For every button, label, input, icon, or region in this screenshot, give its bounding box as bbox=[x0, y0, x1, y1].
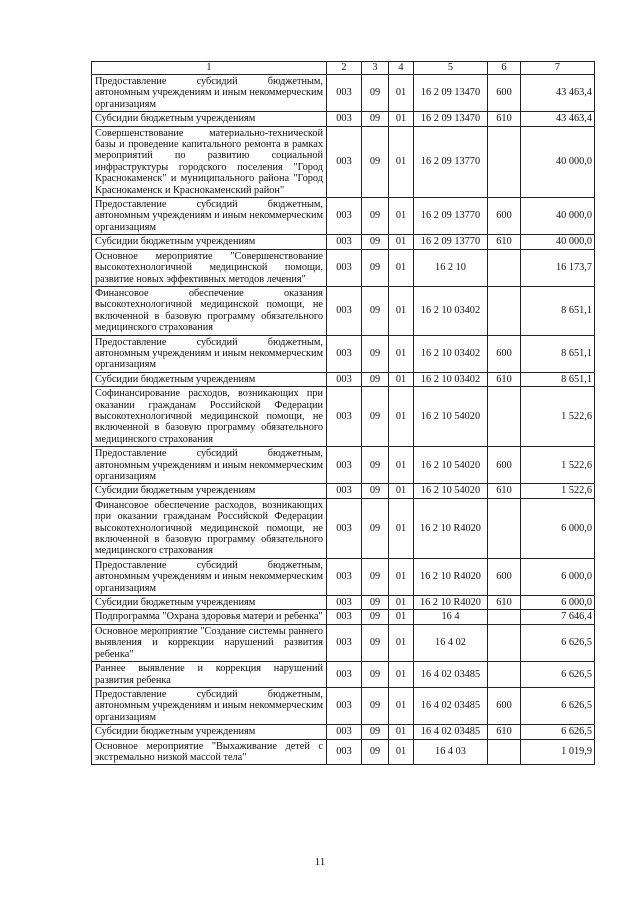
table-row bbox=[92, 662, 595, 688]
subsection-code-cell: 01 bbox=[389, 558, 414, 595]
subsection-code-cell: 01 bbox=[389, 484, 414, 498]
section-code-cell: 09 bbox=[362, 286, 389, 335]
section-code-cell: 09 bbox=[362, 662, 389, 688]
subsection-code-cell: 01 bbox=[389, 126, 414, 197]
expense-type-cell: 600 bbox=[488, 335, 521, 372]
amount-cell: 43 463,4 bbox=[521, 75, 595, 112]
admin-code-cell: 003 bbox=[327, 610, 362, 624]
table-row bbox=[92, 112, 595, 126]
expense-type-cell bbox=[488, 387, 521, 447]
section-code-cell: 09 bbox=[362, 447, 389, 484]
column-header: 7 bbox=[521, 62, 595, 75]
subsection-code-cell: 01 bbox=[389, 235, 414, 249]
subsection-code-cell: 01 bbox=[389, 662, 414, 688]
subsection-code-cell: 01 bbox=[389, 739, 414, 765]
column-header: 3 bbox=[362, 62, 389, 75]
row-name-cell: Совершенствование материально-технической базы и проведение капитального ремонта в рамках мероприятий по развитию социальной инфраструктуры городского поселения "Город Краснокаменск" и муниципального района "Город Краснокаменск и Краснокаменский район" bbox=[92, 126, 327, 197]
amount-cell: 1 522,6 bbox=[521, 484, 595, 498]
expense-type-cell bbox=[488, 126, 521, 197]
row-name-cell: Основное мероприятие "Совершенствование высокотехнологичной медицинской помощи, развитие новых эффективных методов лечения" bbox=[92, 249, 327, 286]
table-row bbox=[92, 725, 595, 739]
expense-type-cell: 610 bbox=[488, 235, 521, 249]
amount-cell: 6 626,5 bbox=[521, 662, 595, 688]
expense-type-cell bbox=[488, 610, 521, 624]
amount-cell: 6 000,0 bbox=[521, 596, 595, 610]
amount-cell: 8 651,1 bbox=[521, 335, 595, 372]
table-row bbox=[92, 596, 595, 610]
table-row bbox=[92, 558, 595, 595]
section-code-cell: 09 bbox=[362, 75, 389, 112]
target-article-cell: 16 2 09 13770 bbox=[414, 126, 488, 197]
table-row bbox=[92, 447, 595, 484]
target-article-cell: 16 2 10 R4020 bbox=[414, 596, 488, 610]
section-code-cell: 09 bbox=[362, 558, 389, 595]
row-name-cell: Субсидии бюджетным учреждениям bbox=[92, 596, 327, 610]
section-code-cell: 09 bbox=[362, 498, 389, 558]
row-name-cell: Субсидии бюджетным учреждениям bbox=[92, 725, 327, 739]
target-article-cell: 16 2 09 13470 bbox=[414, 112, 488, 126]
row-name-cell: Предоставление субсидий бюджетным, автономным учреждениям и иным некоммерческим организациям bbox=[92, 198, 327, 235]
expense-type-cell: 610 bbox=[488, 372, 521, 386]
subsection-code-cell: 01 bbox=[389, 75, 414, 112]
subsection-code-cell: 01 bbox=[389, 335, 414, 372]
target-article-cell: 16 2 10 54020 bbox=[414, 447, 488, 484]
amount-cell: 6 000,0 bbox=[521, 498, 595, 558]
table-row bbox=[92, 739, 595, 765]
admin-code-cell: 003 bbox=[327, 739, 362, 765]
table-row bbox=[92, 198, 595, 235]
expense-type-cell: 610 bbox=[488, 484, 521, 498]
row-name-cell: Финансовое обеспечение оказания высокотехнологичной медицинской помощи, не включенной в базовую программу обязательного медицинского страхования bbox=[92, 286, 327, 335]
section-code-cell: 09 bbox=[362, 610, 389, 624]
amount-cell: 1 019,9 bbox=[521, 739, 595, 765]
expense-type-cell: 610 bbox=[488, 725, 521, 739]
subsection-code-cell: 01 bbox=[389, 387, 414, 447]
target-article-cell: 16 2 10 R4020 bbox=[414, 498, 488, 558]
expense-type-cell bbox=[488, 498, 521, 558]
expense-type-cell bbox=[488, 662, 521, 688]
amount-cell: 6 626,5 bbox=[521, 687, 595, 724]
target-article-cell: 16 4 03 bbox=[414, 739, 488, 765]
budget-table bbox=[91, 61, 595, 765]
section-code-cell: 09 bbox=[362, 739, 389, 765]
row-name-cell: Субсидии бюджетным учреждениям bbox=[92, 235, 327, 249]
row-name-cell: Предоставление субсидий бюджетным, автономным учреждениям и иным некоммерческим организациям bbox=[92, 687, 327, 724]
expense-type-cell: 610 bbox=[488, 112, 521, 126]
expense-type-cell bbox=[488, 624, 521, 661]
target-article-cell: 16 2 10 R4020 bbox=[414, 558, 488, 595]
amount-cell: 7 646,4 bbox=[521, 610, 595, 624]
target-article-cell: 16 2 10 03402 bbox=[414, 335, 488, 372]
table-row bbox=[92, 387, 595, 447]
admin-code-cell: 003 bbox=[327, 249, 362, 286]
target-article-cell: 16 2 10 54020 bbox=[414, 484, 488, 498]
amount-cell: 6 626,5 bbox=[521, 725, 595, 739]
admin-code-cell: 003 bbox=[327, 447, 362, 484]
table-row bbox=[92, 498, 595, 558]
admin-code-cell: 003 bbox=[327, 112, 362, 126]
subsection-code-cell: 01 bbox=[389, 498, 414, 558]
table-row bbox=[92, 687, 595, 724]
target-article-cell: 16 2 09 13770 bbox=[414, 198, 488, 235]
section-code-cell: 09 bbox=[362, 725, 389, 739]
row-name-cell: Предоставление субсидий бюджетным, автономным учреждениям и иным некоммерческим организациям bbox=[92, 447, 327, 484]
admin-code-cell: 003 bbox=[327, 484, 362, 498]
table-row bbox=[92, 235, 595, 249]
expense-type-cell: 600 bbox=[488, 75, 521, 112]
target-article-cell: 16 4 02 03485 bbox=[414, 725, 488, 739]
column-header: 4 bbox=[389, 62, 414, 75]
row-name-cell: Предоставление субсидий бюджетным, автономным учреждениям и иным некоммерческим организациям bbox=[92, 75, 327, 112]
expense-type-cell: 600 bbox=[488, 447, 521, 484]
column-header: 5 bbox=[414, 62, 488, 75]
amount-cell: 6 626,5 bbox=[521, 624, 595, 661]
table-row bbox=[92, 484, 595, 498]
admin-code-cell: 003 bbox=[327, 624, 362, 661]
amount-cell: 8 651,1 bbox=[521, 372, 595, 386]
section-code-cell: 09 bbox=[362, 112, 389, 126]
target-article-cell: 16 4 02 03485 bbox=[414, 687, 488, 724]
table-body bbox=[92, 62, 595, 765]
target-article-cell: 16 4 02 03485 bbox=[414, 662, 488, 688]
row-name-cell: Раннее выявление и коррекция нарушений развития ребенка bbox=[92, 662, 327, 688]
page-number: 11 bbox=[314, 856, 326, 868]
row-name-cell: Основное мероприятие "Создание системы раннего выявления и коррекции нарушений развития ребенка" bbox=[92, 624, 327, 661]
table-row bbox=[92, 610, 595, 624]
section-code-cell: 09 bbox=[362, 372, 389, 386]
row-name-cell: Предоставление субсидий бюджетным, автономным учреждениям и иным некоммерческим организациям bbox=[92, 335, 327, 372]
section-code-cell: 09 bbox=[362, 484, 389, 498]
subsection-code-cell: 01 bbox=[389, 198, 414, 235]
admin-code-cell: 003 bbox=[327, 372, 362, 386]
subsection-code-cell: 01 bbox=[389, 112, 414, 126]
subsection-code-cell: 01 bbox=[389, 624, 414, 661]
amount-cell: 8 651,1 bbox=[521, 286, 595, 335]
row-name-cell: Подпрограмма "Охрана здоровья матери и ребенка" bbox=[92, 610, 327, 624]
target-article-cell: 16 2 10 54020 bbox=[414, 387, 488, 447]
subsection-code-cell: 01 bbox=[389, 725, 414, 739]
target-article-cell: 16 2 09 13470 bbox=[414, 75, 488, 112]
target-article-cell: 16 2 10 03402 bbox=[414, 372, 488, 386]
row-name-cell: Субсидии бюджетным учреждениям bbox=[92, 484, 327, 498]
subsection-code-cell: 01 bbox=[389, 447, 414, 484]
section-code-cell: 09 bbox=[362, 198, 389, 235]
admin-code-cell: 003 bbox=[327, 198, 362, 235]
row-name-cell: Софинансирование расходов, возникающих при оказании гражданам Российской Федерации высокотехнологичной медицинской помощи, не включенной в базовую программу обязательного медицинского страхования bbox=[92, 387, 327, 447]
expense-type-cell: 610 bbox=[488, 596, 521, 610]
subsection-code-cell: 01 bbox=[389, 372, 414, 386]
amount-cell: 6 000,0 bbox=[521, 558, 595, 595]
amount-cell: 40 000,0 bbox=[521, 235, 595, 249]
admin-code-cell: 003 bbox=[327, 75, 362, 112]
admin-code-cell: 003 bbox=[327, 725, 362, 739]
section-code-cell: 09 bbox=[362, 335, 389, 372]
admin-code-cell: 003 bbox=[327, 596, 362, 610]
admin-code-cell: 003 bbox=[327, 558, 362, 595]
amount-cell: 1 522,6 bbox=[521, 447, 595, 484]
table-row bbox=[92, 75, 595, 112]
column-header: 1 bbox=[92, 62, 327, 75]
subsection-code-cell: 01 bbox=[389, 610, 414, 624]
expense-type-cell: 600 bbox=[488, 558, 521, 595]
target-article-cell: 16 4 bbox=[414, 610, 488, 624]
admin-code-cell: 003 bbox=[327, 335, 362, 372]
amount-cell: 1 522,6 bbox=[521, 387, 595, 447]
section-code-cell: 09 bbox=[362, 624, 389, 661]
subsection-code-cell: 01 bbox=[389, 596, 414, 610]
table-header-row bbox=[92, 62, 595, 75]
table-row bbox=[92, 126, 595, 197]
expense-type-cell bbox=[488, 249, 521, 286]
table-row bbox=[92, 372, 595, 386]
amount-cell: 40 000,0 bbox=[521, 126, 595, 197]
table-row bbox=[92, 335, 595, 372]
section-code-cell: 09 bbox=[362, 387, 389, 447]
expense-type-cell bbox=[488, 286, 521, 335]
admin-code-cell: 003 bbox=[327, 498, 362, 558]
row-name-cell: Финансовое обеспечение расходов, возникающих при оказании гражданам Российской Федерации высокотехнологичной медицинской помощи, не включенной в базовую программу обязательного медицинского страхования bbox=[92, 498, 327, 558]
row-name-cell: Предоставление субсидий бюджетным, автономным учреждениям и иным некоммерческим организациям bbox=[92, 558, 327, 595]
column-header: 6 bbox=[488, 62, 521, 75]
target-article-cell: 16 2 10 bbox=[414, 249, 488, 286]
expense-type-cell bbox=[488, 739, 521, 765]
subsection-code-cell: 01 bbox=[389, 687, 414, 724]
subsection-code-cell: 01 bbox=[389, 286, 414, 335]
table-row bbox=[92, 249, 595, 286]
target-article-cell: 16 2 10 03402 bbox=[414, 286, 488, 335]
subsection-code-cell: 01 bbox=[389, 249, 414, 286]
amount-cell: 40 000,0 bbox=[521, 198, 595, 235]
row-name-cell: Субсидии бюджетным учреждениям bbox=[92, 372, 327, 386]
expense-type-cell: 600 bbox=[488, 198, 521, 235]
target-article-cell: 16 2 09 13770 bbox=[414, 235, 488, 249]
expense-type-cell: 600 bbox=[488, 687, 521, 724]
section-code-cell: 09 bbox=[362, 687, 389, 724]
row-name-cell: Субсидии бюджетным учреждениям bbox=[92, 112, 327, 126]
amount-cell: 16 173,7 bbox=[521, 249, 595, 286]
table-row bbox=[92, 624, 595, 661]
admin-code-cell: 003 bbox=[327, 687, 362, 724]
column-header: 2 bbox=[327, 62, 362, 75]
admin-code-cell: 003 bbox=[327, 235, 362, 249]
target-article-cell: 16 4 02 bbox=[414, 624, 488, 661]
section-code-cell: 09 bbox=[362, 249, 389, 286]
row-name-cell: Основное мероприятие "Выхаживание детей с экстремально низкой массой тела" bbox=[92, 739, 327, 765]
amount-cell: 43 463,4 bbox=[521, 112, 595, 126]
table-row bbox=[92, 286, 595, 335]
section-code-cell: 09 bbox=[362, 126, 389, 197]
admin-code-cell: 003 bbox=[327, 387, 362, 447]
admin-code-cell: 003 bbox=[327, 126, 362, 197]
admin-code-cell: 003 bbox=[327, 286, 362, 335]
admin-code-cell: 003 bbox=[327, 662, 362, 688]
section-code-cell: 09 bbox=[362, 235, 389, 249]
section-code-cell: 09 bbox=[362, 596, 389, 610]
